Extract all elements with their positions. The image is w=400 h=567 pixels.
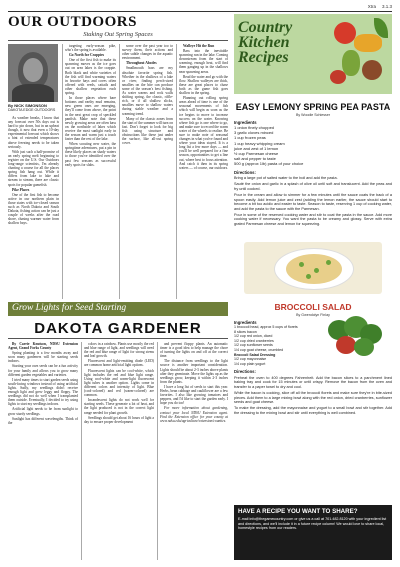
column-divider	[119, 44, 120, 299]
paragraph: I tried many times to start garden seeds using south-facing windows instead of using artificial lights. Sadly, my seedlings didn't receive enough light and grew leggy and floppy. The seedlings did not do well when I transplanted them outside. Eventually, I decided to try using lights to start my seedlings indoors.	[8, 377, 78, 407]
ingredient-item: 1/2 cup sunflower seeds	[234, 343, 273, 348]
direction-step: Bring a large pot of salted water to the boil and add the pasta.	[234, 176, 338, 181]
paragraph: and prevent floppy plants. An automatic timer is a good idea to help manage the chore of turning the lights on and off at the correct time.	[160, 342, 228, 359]
ingredients-list	[234, 125, 392, 167]
paragraph: Planning out rolling spring areas ahead of time is one of the seasonal movements of fish which will begin as soon as the ice begins to move to increase success on the water. Knowing where fish go is one where to go, and make sure to record the warm water of the wheels to realize. Be sure to make note of seasonal changes in what you've found and where your ideas stayed. It is a long list a few more days — and you'll be well prepared for a fine season, opportunities to get a line out, where best to focus attention. And catch it then in its spring waters — of course, our outdoors.	[179, 96, 228, 170]
article-body	[8, 44, 228, 299]
author-organization: DAKOTA EDGE OUTDOORS	[8, 108, 56, 113]
ingredient-item: 1/2 cup dried cranberries	[234, 338, 274, 343]
article-column-3	[160, 342, 228, 560]
article-column-1	[8, 44, 59, 299]
paragraph: Sunlight has different wavelengths. Think of the	[8, 416, 78, 425]
share-recipe-title: HAVE A RECIPE YOU WANT TO SHARE?	[238, 508, 358, 515]
dakota-gardener-article	[8, 302, 228, 560]
direction-step: Sauté the onion and garlic in a splash of olive oil until soft and translucent. Add the peas and fry until cooked.	[234, 182, 392, 191]
direction-step: Preheat the oven to 400 degrees Fahrenheit. Add the bacon slices to a parchment lined baking tray and cook for 15 minutes or until crispy. Remove the bacon from the oven and transfer to a paper towel to dry and cool.	[234, 375, 392, 390]
ingredient-item: 1 broccoli head, approx 5 cups of florets	[234, 325, 298, 329]
article-title: DAKOTA GARDENER	[34, 320, 202, 337]
paragraph: Smallmouth bass are my absolute favorite spring fish. Whether in the shallows of a lake or river, finding perch-sized smallies on the bite can produce some of the season's best fishing. As water warms and rock walls shifting spring, the classic, riffle-rich, or if all shallow slicks, smallies move to shallow waters during stable weather and a warming trend.	[122, 66, 173, 116]
subheading: Walleye Hit the Run	[183, 44, 215, 48]
article-title: OUR OUTDOORS	[8, 14, 137, 30]
country-kitchen-header	[234, 14, 392, 94]
paragraph: In those places where bare bottoms and earthy mud remains, new green ones are emerging, they'll come from above, the point in the next great crop of speckled panfish. Make note that these newly growing areas are often bass on the northside of lakes which receive the most sunlight early in the season and warm just a touch faster than the rest of the lake.	[65, 96, 116, 142]
direction-step: While the bacon is cooking, slice off all the broccoli florets and make sure they're in bite-sized pieces. Add them to a large mixing bowl along with the red onion, dried cranberries, sunflower seeds and goat cheese.	[234, 391, 392, 405]
ingredient-item: 1/2 cup mayonnaise	[234, 357, 267, 362]
directions-heading: Directions:	[234, 369, 256, 375]
paragraph: some over the past year too to survey them, their actions and other subtle changes in the aquatic environment.	[122, 44, 173, 61]
ingredient-item: 500 g (approx 1lb) pasta of your choice	[234, 161, 304, 167]
tomato-illustration	[334, 22, 356, 44]
broccoli-salad-photo	[322, 312, 388, 360]
column-divider	[81, 342, 82, 560]
author-name: By NICK SIMONSON	[8, 103, 47, 108]
paragraph: For more information about gardening, contact your local NDSU Extension agent. Find the Extension office for your county at www.ndsu.edu/agriculture/extension/counties.	[160, 406, 228, 423]
column-divider	[62, 44, 63, 299]
pasta-photo	[244, 242, 382, 294]
column-divider	[176, 44, 177, 299]
article-banner: Grow Lights for Seed Starting	[8, 302, 228, 316]
ingredient-item: 3 garlic cloves minced	[234, 130, 274, 136]
article-subtitle: Staking Out Spring Spaces	[83, 31, 153, 38]
title-rule	[8, 338, 228, 339]
country-kitchen-section	[234, 14, 392, 500]
article-column-1	[8, 342, 78, 560]
article-column-4	[179, 44, 228, 299]
paragraph: Seedlings should get about 16 hours of light a day to ensure proper development	[84, 415, 154, 424]
paragraph: Many of the classic zones from the start of the summer will turn on fast. Don't forget to look for big fish using structure and obstructions like these just under the surface, like all-out spring cover.	[122, 116, 173, 146]
share-recipe-text: E-mail info@thegamecountry.com or give us a call at 701.482.8120 with your ingredient list and directions, and we'll include it in a future recipe column! We would love to share local, homestyle recipes from our readers.	[238, 517, 387, 530]
onion-illustration	[362, 60, 382, 80]
paragraph: When scouting new water, the springtime adventures, put a pin in these likely places on shady waters to those you've identified over the past few seasons as successful early spots for slabs.	[65, 142, 116, 167]
paragraph: I have a long list of seeds to start this year. Herbs, bean cabbage and cauliflower are a few favorites. I also like growing tomatoes and peppers, and I'd like to start the garden early. I hope you do too!	[160, 384, 228, 406]
share-recipe-box	[234, 505, 392, 560]
paragraph: Fluorescent lights can be cool-white, which light includes the red and blue light range. Using cool-white and warm-light fluorescent light tubes is another option. Lights come in different colors and intensity of light. Blue (cool-colored) and red (warm-colored) are common.	[84, 368, 154, 398]
recipe-title: BROCCOLI SALAD	[274, 302, 352, 312]
ingredient-item: salt and pepper to taste	[234, 156, 276, 162]
masthead	[8, 2, 392, 10]
paragraph: As weather breaks, I know that any forecast over 50s days out is hard to pin down, but in an upbeat though, it now that even a 10-day experimental forecast which shows a hint of extended temperatures above freezing needs to be taken seriously.	[8, 116, 59, 149]
recipe-byline: By Woodie Schiesser	[295, 113, 331, 117]
pepper-illustration	[342, 50, 360, 76]
ingredient-item: 1 cup frozen peas	[234, 135, 266, 141]
paragraph: colors in a rainbow. Plants use mostly the red and blue range of light, and seedlings will need the red and blue range of light for strong stems and leaf growth.	[84, 342, 154, 359]
recipe-pea-pasta	[234, 102, 392, 227]
paragraph: With just such a half-promise of an early spring melt beginning to register on the U.S. Our Outdoors long-range scientists, I'm already charting a course for all the places spring fish hang out. While it differs from lake to lake and stream to stream, there are classic spots for popular gamefish.	[8, 149, 59, 187]
ingredients-heading: Ingredients	[234, 120, 257, 125]
author-photo	[8, 44, 58, 102]
ingredient-item: 1/2 cup red onion, diced	[234, 334, 273, 339]
title-rule	[8, 40, 228, 41]
direction-step: Pour in the cream and allow to simmer for a few minutes until the sauce coats the back of a spoon easily. Add lemon juice and zest (adding the lemon earlier, the sauce should start to become a bit too acidic and easier to taste. Season to taste, reserving 1 cup of cooking water, and add the pasta to the sauce with the Parmesan.	[234, 192, 392, 211]
ingredient-item: 1/4 cup goat cheese, crumbled	[234, 347, 284, 352]
ingredient-item: Broccoli Salad Dressing	[234, 352, 276, 357]
masthead-section: Xtra	[367, 3, 376, 9]
paragraph: Read the water and go with the flow. Shallow walleyes are thick, these are great places to chase both as the game fish goes shallow in the spring.	[179, 74, 228, 96]
our-outdoors-article	[8, 14, 228, 299]
paragraph: Bass into the inevitable spawning run in the lake. Coming downstream from the start of warming, enough heat, will find them ganging up in the shallows near spawning areas.	[179, 49, 228, 74]
broccoli-ingredients-block	[234, 320, 319, 366]
recipe-title: EASY LEMONY SPRING PEA PASTA	[235, 102, 391, 112]
paragraph: The distance from seedlings to the light source is another important consideration. Lights should be about 2-3 inches above plants after they germinate. Move the lights up as the seedlings grow, keeping it within 2-3 inches from the plants.	[160, 359, 228, 384]
column-divider	[157, 342, 158, 560]
author-block	[8, 44, 59, 116]
direction-step: Pour in some of the reserved cooking water and stir to coat the pasta in the sauce. Add more cooking water if necessary. You want the pasta to be creamy and glossy. Serve with extra grated Parmesan cheese and lemon for squeezing.	[234, 212, 392, 226]
subheading: Go North for Crappies	[69, 53, 104, 58]
byline: By Carrie Knutson, NDSU Extension Agent, Grand Forks County	[8, 342, 78, 351]
paragraph: Incandescent lights do not work well for starting seeds. These generate a lot of heat, and the light produced is not in the correct light range needed for plant growth.	[84, 398, 154, 415]
paragraph: Fluorescent and light-emitting diode (LED) are common home artificial light options.	[84, 359, 154, 368]
paragraph: targeting early-season pike, who's the spring is available.	[65, 44, 116, 53]
ingredient-item: 1 onion finely chopped	[234, 125, 275, 130]
paragraph: Starting your own seeds can be a fun activity for your family and allows you to grow many different garden vegetables and varieties.	[8, 364, 78, 377]
paragraph: One of the first fish to become active in our northern plain in those states with ice-closed season such as North Dakota and South Dakota, fishing action can be just a couple of weeks after the road shore, chasing warmer water from shallow bays.	[8, 192, 59, 226]
paragraph: Spring planting is a few months away and soon many gardeners will be starting seeds indoors.	[8, 351, 78, 364]
article-body	[8, 342, 228, 560]
ingredient-item: juice and zest of 1 lemon	[234, 145, 279, 151]
directions-heading: Directions:	[234, 169, 256, 175]
subheading: Throughout Abodes	[126, 61, 157, 66]
recipe-byline: By Gwendolyn Finlay	[296, 313, 330, 317]
paragraph: One of the first fish to make its spawning moves as the ice goes out on area lakes is the crappie. Both black and white varieties of the fish will find warming waters in favorite bays and coves often offered with reeds, cattails and other shallow vegetation each spring.	[65, 58, 116, 96]
radish-illustration	[330, 70, 346, 84]
ingredients-list	[234, 325, 319, 366]
direction-step: To make the dressing, add the mayonnaise and yogurt to a small bowl and stir together. Add the dressing to the mixing bowl and stir until everything is well combined.	[234, 406, 392, 415]
ingredient-item: 1 cup heavy whipping cream	[234, 140, 285, 146]
paragraph: Artificial light needs to be from sunlight to grow sturdy seedlings.	[8, 407, 78, 416]
squash-illustration	[354, 34, 382, 52]
ingredient-item: 8 slices bacon	[234, 329, 257, 334]
masthead-page-number: 3.1.3	[381, 3, 392, 9]
masthead-rule	[8, 11, 392, 12]
article-column-3	[122, 44, 173, 299]
article-column-2	[84, 342, 154, 560]
ingredient-item: ½ cup Parmesan cheese	[234, 151, 279, 157]
section-title: Country Kitchen Recipes	[238, 19, 293, 66]
subheading: Pike Places	[12, 187, 30, 192]
ingredients-heading: Ingredients	[234, 320, 257, 325]
byline	[8, 104, 58, 112]
article-column-2	[65, 44, 116, 299]
ingredient-item: 1/4 cup plain yogurt	[234, 361, 266, 366]
